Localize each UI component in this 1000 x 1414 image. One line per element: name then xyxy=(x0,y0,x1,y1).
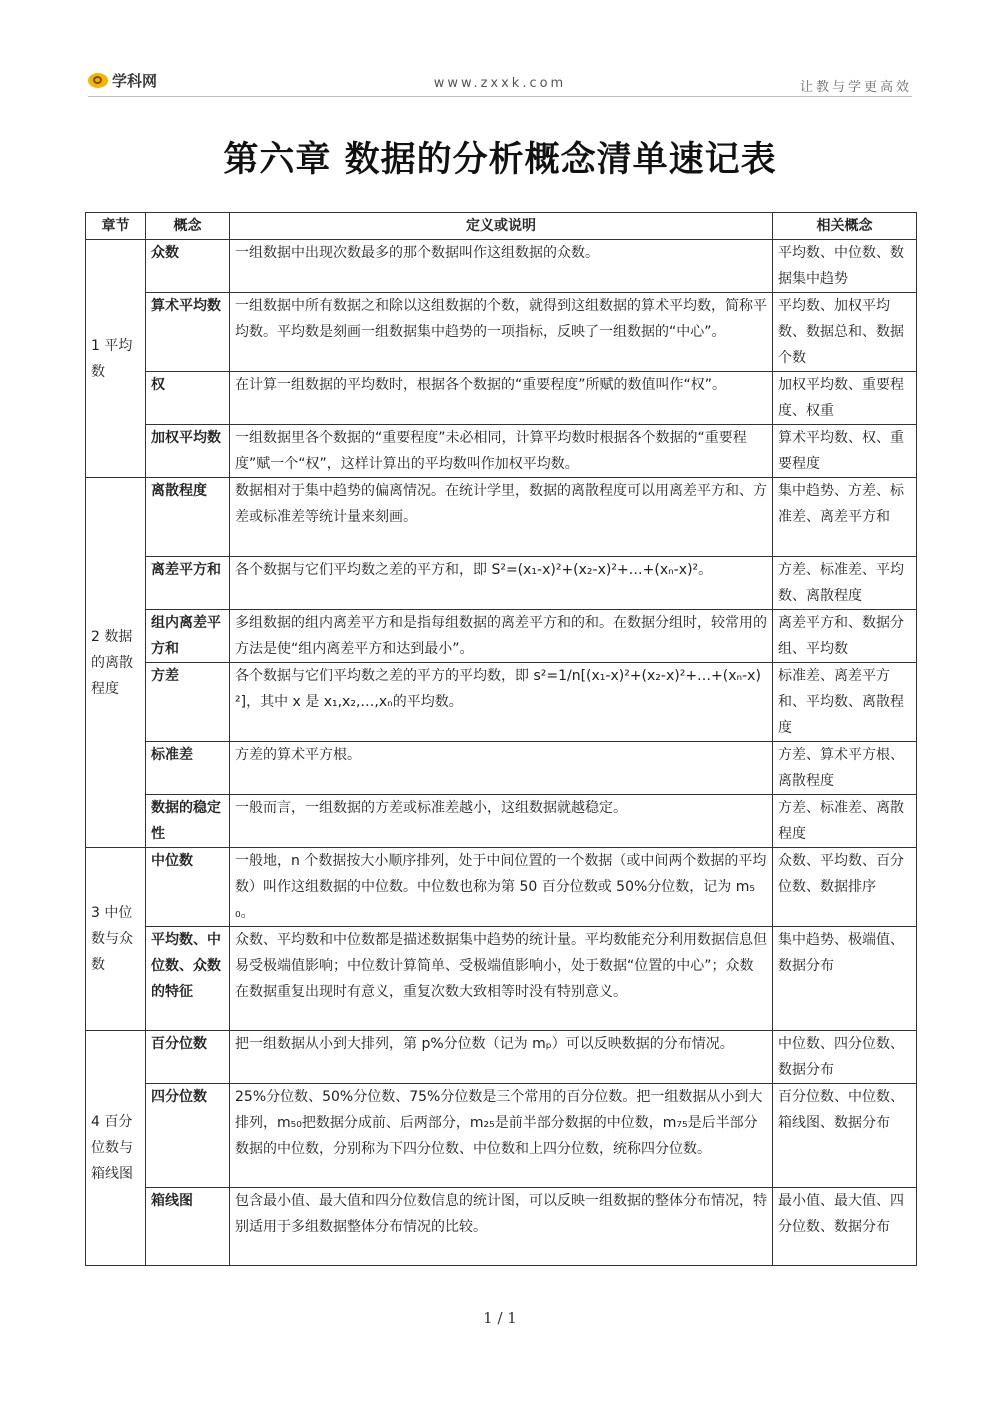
column-header: 相关概念 xyxy=(773,213,917,240)
definition-cell: 各个数据与它们平均数之差的平方的平均数，即 s²=1/n[(x₁-x)²+(x₂-x)²+…+(xₙ-x)²]，其中 x 是 x₁,x₂,…,xₙ的平均数。 xyxy=(230,663,773,742)
definition-cell: 数据相对于集中趋势的偏离情况。在统计学里，数据的离散程度可以用离差平方和、方差或标准差等统计量来刻画。 xyxy=(230,478,773,557)
table-row xyxy=(86,478,917,557)
related-cell: 方差、标准差、离散程度 xyxy=(773,795,917,848)
related-cell: 标准差、离差平方和、平均数、离散程度 xyxy=(773,663,917,742)
table-row xyxy=(86,1188,917,1266)
definition-cell: 包含最小值、最大值和四分位数信息的统计图，可以反映一组数据的整体分布情况，特别适用于多组数据整体分布情况的比较。 xyxy=(230,1188,773,1266)
related-cell: 集中趋势、极端值、数据分布 xyxy=(773,927,917,1031)
definition-cell: 一组数据中所有数据之和除以这组数据的个数，就得到这组数据的算术平均数，简称平均数。平均数是刻画一组数据集中趋势的一项指标，反映了一组数据的“中心”。 xyxy=(230,293,773,372)
table-row xyxy=(86,848,917,927)
related-cell: 离差平方和、数据分组、平均数 xyxy=(773,610,917,663)
chapter-cell: 4 百分位数与箱线图 xyxy=(86,1031,146,1266)
related-cell: 方差、标准差、平均数、离散程度 xyxy=(773,557,917,610)
table-row xyxy=(86,240,917,293)
related-cell: 平均数、加权平均数、数据总和、数据个数 xyxy=(773,293,917,372)
concept-table xyxy=(85,212,917,1266)
concept-cell: 方差 xyxy=(146,663,230,742)
definition-cell: 把一组数据从小到大排列，第 p%分位数（记为 mₚ）可以反映数据的分布情况。 xyxy=(230,1031,773,1084)
table-header-row xyxy=(86,213,917,240)
page-title: 第六章 数据的分析概念清单速记表 xyxy=(223,140,777,180)
table-row xyxy=(86,610,917,663)
site-url: www.zxxk.com xyxy=(433,76,567,91)
definition-cell: 众数、平均数和中位数都是描述数据集中趋势的统计量。平均数能充分利用数据信息但易受极端值影响；中位数计算简单、受极端值影响小，处于数据“位置的中心”；众数在数据重复出现时有意义，重复次数大致相等时没有特别意义。 xyxy=(230,927,773,1031)
definition-cell: 各个数据与它们平均数之差的平方和，即 S²=(x₁-x)²+(x₂-x)²+…+(xₙ-x)²。 xyxy=(230,557,773,610)
concept-cell: 数据的稳定性 xyxy=(146,795,230,848)
concept-cell: 组内离差平方和 xyxy=(146,610,230,663)
definition-cell: 方差的算术平方根。 xyxy=(230,742,773,795)
concept-cell: 离差平方和 xyxy=(146,557,230,610)
concept-cell: 加权平均数 xyxy=(146,425,230,478)
column-header: 定义或说明 xyxy=(230,213,773,240)
table-body xyxy=(86,240,917,1266)
definition-cell: 一般而言，一组数据的方差或标准差越小，这组数据就越稳定。 xyxy=(230,795,773,848)
column-header: 概念 xyxy=(146,213,230,240)
table-row xyxy=(86,742,917,795)
definition-cell: 一般地，n 个数据按大小顺序排列，处于中间位置的一个数据（或中间两个数据的平均数）叫作这组数据的中位数。中位数也称为第 50 百分位数或 50%分位数，记为 m₅₀。 xyxy=(230,848,773,927)
slogan: 让教与学更高效 xyxy=(799,80,912,95)
concept-cell: 离散程度 xyxy=(146,478,230,557)
page-header xyxy=(88,70,912,97)
concept-cell: 中位数 xyxy=(146,848,230,927)
concept-cell: 平均数、中位数、众数的特征 xyxy=(146,927,230,1031)
table-row xyxy=(86,1084,917,1188)
table-row xyxy=(86,372,917,425)
related-cell: 加权平均数、重要程度、权重 xyxy=(773,372,917,425)
column-header: 章节 xyxy=(86,213,146,240)
related-cell: 最小值、最大值、四分位数、数据分布 xyxy=(773,1188,917,1266)
definition-cell: 一组数据中出现次数最多的那个数据叫作这组数据的众数。 xyxy=(230,240,773,293)
table-row xyxy=(86,795,917,848)
concept-cell: 标准差 xyxy=(146,742,230,795)
chapter-cell: 2 数据的离散程度 xyxy=(86,478,146,848)
chapter-cell: 1 平均数 xyxy=(86,240,146,478)
related-cell: 方差、算术平方根、离散程度 xyxy=(773,742,917,795)
table-row xyxy=(86,663,917,742)
table-row xyxy=(86,293,917,372)
chapter-cell: 3 中位数与众数 xyxy=(86,848,146,1031)
related-cell: 百分位数、中位数、箱线图、数据分布 xyxy=(773,1084,917,1188)
concept-cell: 算术平均数 xyxy=(146,293,230,372)
definition-cell: 多组数据的组内离差平方和是指每组数据的离差平方和的和。在数据分组时，较常用的方法是使“组内离差平方和达到最小”。 xyxy=(230,610,773,663)
table-row xyxy=(86,557,917,610)
related-cell: 算术平均数、权、重要程度 xyxy=(773,425,917,478)
table-row xyxy=(86,425,917,478)
concept-cell: 箱线图 xyxy=(146,1188,230,1266)
related-cell: 众数、平均数、百分位数、数据排序 xyxy=(773,848,917,927)
definition-cell: 在计算一组数据的平均数时，根据各个数据的“重要程度”所赋的数值叫作“权”。 xyxy=(230,372,773,425)
table-row xyxy=(86,1031,917,1084)
table-row xyxy=(86,927,917,1031)
page-number: 1 / 1 xyxy=(483,1309,517,1327)
related-cell: 集中趋势、方差、标准差、离差平方和 xyxy=(773,478,917,557)
related-cell: 中位数、四分位数、数据分布 xyxy=(773,1031,917,1084)
definition-cell: 一组数据里各个数据的“重要程度”未必相同，计算平均数时根据各个数据的“重要程度”赋一个“权”，这样计算出的平均数叫作加权平均数。 xyxy=(230,425,773,478)
logo-text: 学科网 xyxy=(112,72,158,90)
related-cell: 平均数、中位数、数据集中趋势 xyxy=(773,240,917,293)
concept-cell: 百分位数 xyxy=(146,1031,230,1084)
definition-cell: 25%分位数、50%分位数、75%分位数是三个常用的百分位数。把一组数据从小到大排列，m₅₀把数据分成前、后两部分，m₂₅是前半部分数据的中位数，m₇₅是后半部分数据的中位数，分别称为下四分位数、中位数和上四分位数，统称四分位数。 xyxy=(230,1084,773,1188)
concept-cell: 权 xyxy=(146,372,230,425)
concept-cell: 四分位数 xyxy=(146,1084,230,1188)
concept-cell: 众数 xyxy=(146,240,230,293)
